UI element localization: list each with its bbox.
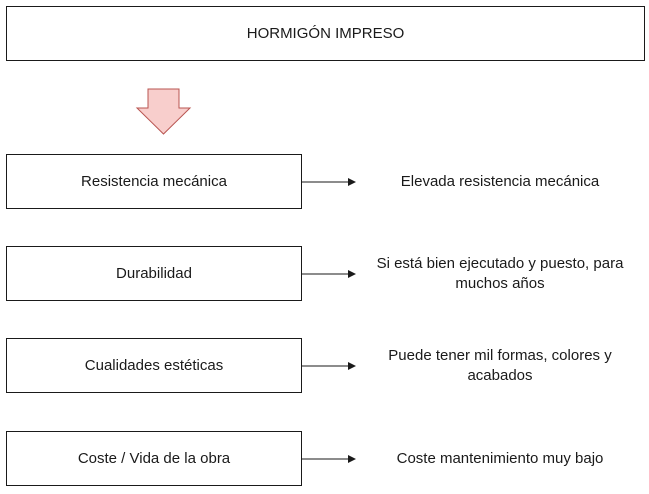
property-label: Cualidades estéticas: [84, 357, 224, 374]
property-box-cualidades: [6, 338, 302, 393]
description-text: Coste mantenimiento muy bajo: [396, 449, 604, 467]
down-arrow-icon: [137, 89, 190, 134]
description-resistencia: [360, 154, 640, 209]
description-durabilidad: [360, 246, 640, 301]
property-box-durabilidad: [6, 246, 302, 301]
description-text: Si está bien ejecutado y puesto, para muchos años: [376, 254, 624, 292]
title-text: HORMIGÓN IMPRESO: [246, 25, 405, 42]
property-label: Durabilidad: [116, 265, 192, 282]
property-label: Resistencia mecánica: [81, 173, 227, 190]
description-cualidades: [360, 338, 640, 393]
property-label: Coste / Vida de la obra: [77, 450, 231, 467]
description-text: Puede tener mil formas, colores y acabados: [388, 346, 612, 384]
description-coste: [360, 431, 640, 486]
property-box-resistencia: [6, 154, 302, 209]
property-box-coste: [6, 431, 302, 486]
description-text: Elevada resistencia mecánica: [400, 172, 600, 190]
